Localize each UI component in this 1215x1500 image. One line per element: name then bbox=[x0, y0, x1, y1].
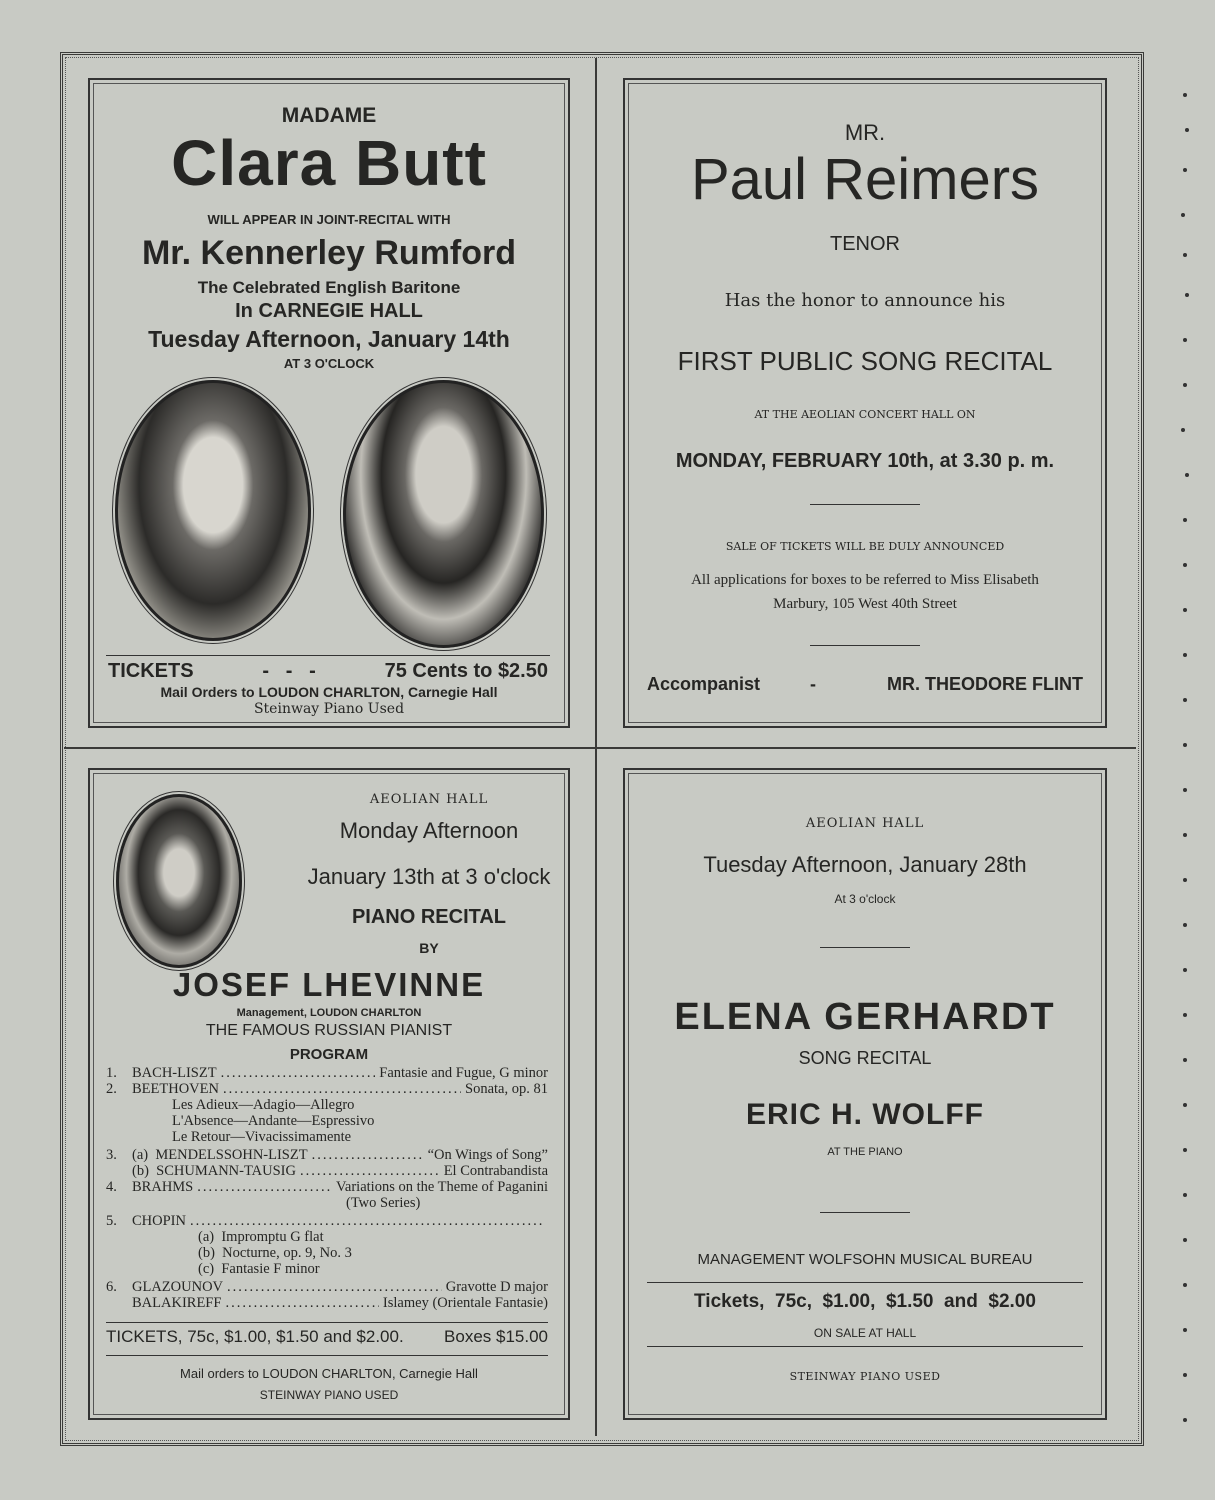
piano-note: STEINWAY PIANO USED bbox=[789, 1370, 941, 1383]
program-list bbox=[106, 1065, 548, 1311]
mail-orders: Mail Orders to LOUDON CHARLTON, Carnegie Hall bbox=[160, 684, 498, 700]
tickets-dashes: - - - bbox=[262, 660, 316, 682]
program-item: 4. BRAHMS ..... Variations on the Theme of Paganini bbox=[106, 1179, 548, 1195]
accompanist-label: Accompanist bbox=[647, 674, 761, 694]
program-item: 6. GLAZOUNOV ..... Gravotte D major bbox=[106, 1279, 548, 1295]
performer-name: Paul Reimers bbox=[690, 147, 1040, 212]
horizontal-divider bbox=[64, 747, 1136, 749]
date: January 13th at 3 o'clock bbox=[307, 864, 551, 889]
event-title: FIRST PUBLIC SONG RECITAL bbox=[677, 346, 1053, 376]
program-subitem: (c) Fantasie F minor bbox=[198, 1261, 320, 1277]
honorific: MADAME bbox=[281, 104, 377, 127]
program-subitem: L'Absence—Andante—Espressivo bbox=[172, 1113, 375, 1129]
performer-name: JOSEF LHEVINNE bbox=[172, 966, 486, 1003]
program-subitem: Les Adieux—Adagio—Allegro bbox=[172, 1097, 355, 1113]
josef-lhevinne-ad bbox=[88, 768, 570, 1420]
program-subitem: (a) Impromptu G flat bbox=[198, 1229, 324, 1245]
at-piano: AT THE PIANO bbox=[827, 1146, 903, 1158]
time: At 3 o'clock bbox=[834, 892, 896, 906]
portrait-clara-butt bbox=[115, 380, 311, 641]
by-text: BY bbox=[419, 940, 439, 956]
appear-text: WILL APPEAR IN JOINT-RECITAL WITH bbox=[207, 212, 451, 227]
honorific: MR. bbox=[844, 120, 886, 145]
tickets-price: Tickets, 75c, $1.00, $1.50 and $2.00 bbox=[694, 1291, 1036, 1312]
program-subitem: (b) Nocturne, op. 9, No. 3 bbox=[198, 1245, 352, 1261]
mail-orders: Mail orders to LOUDON CHARLTON, Carnegie Hall bbox=[180, 1366, 478, 1381]
portrait-kennerley-rumford bbox=[343, 380, 544, 648]
boxes-note-1: All applications for boxes to be referred to Miss Elisabeth bbox=[691, 572, 1039, 588]
venue: In CARNEGIE HALL bbox=[235, 300, 423, 322]
pianist-name: ERIC H. WOLFF bbox=[746, 1098, 984, 1131]
on-sale: ON SALE AT HALL bbox=[813, 1326, 917, 1340]
partner-name: Mr. Kennerley Rumford bbox=[141, 234, 517, 272]
description: THE FAMOUS RUSSIAN PIANIST bbox=[205, 1022, 453, 1039]
day: Monday Afternoon bbox=[339, 818, 519, 843]
performer-name: ELENA GERHARDT bbox=[674, 996, 1056, 1038]
program-subitem: (Two Series) bbox=[346, 1195, 421, 1211]
program-subitem: Le Retour—Vivacissimamente bbox=[172, 1129, 352, 1145]
boxes-note-2: Marbury, 105 West 40th Street bbox=[773, 596, 957, 612]
clara-butt-ad bbox=[88, 78, 570, 728]
performer-name: Clara Butt bbox=[171, 127, 487, 199]
piano-note: Steinway Piano Used bbox=[253, 701, 405, 717]
venue: AT THE AEOLIAN CONCERT HALL ON bbox=[754, 408, 976, 421]
program-item: 1. BACH-LISZT ..... Fantasie and Fugue, G minor bbox=[106, 1065, 548, 1081]
date: Tuesday Afternoon, January 28th bbox=[703, 852, 1027, 877]
elena-gerhardt-ad bbox=[623, 768, 1107, 1420]
paul-reimers-ad bbox=[623, 78, 1107, 728]
tickets-label: TICKETS bbox=[108, 660, 194, 682]
date: Tuesday Afternoon, January 14th bbox=[148, 326, 510, 352]
date: MONDAY, FEBRUARY 10th, at 3.30 p. m. bbox=[675, 450, 1055, 472]
tickets-price: TICKETS, 75c, $1.00, $1.50 and $2.00. bbox=[106, 1327, 404, 1346]
program-item: 5. CHOPIN ..... bbox=[106, 1213, 548, 1229]
accompanist-name: MR. THEODORE FLINT bbox=[887, 674, 1083, 694]
partner-desc: The Celebrated English Baritone bbox=[197, 278, 461, 297]
event-title: SONG RECITAL bbox=[798, 1048, 932, 1068]
program-item: 2. BEETHOVEN ..... Sonata, op. 81 bbox=[106, 1081, 548, 1097]
program-item: BALAKIREFF ..... Islamey (Orientale Fantasie) bbox=[106, 1295, 548, 1311]
program-item: (b) SCHUMANN-TAUSIG ..... El Contrabandista bbox=[106, 1163, 548, 1179]
voice-type: TENOR bbox=[830, 233, 900, 255]
program-item: 3. (a) MENDELSSOHN-LISZT ..... “On Wings of Song” bbox=[106, 1147, 548, 1163]
tickets-price: 75 Cents to $2.50 bbox=[384, 660, 548, 682]
piano-note: STEINWAY PIANO USED bbox=[259, 1388, 399, 1402]
binding-holes bbox=[1165, 0, 1215, 1500]
accompanist-dash: - bbox=[810, 674, 817, 694]
portrait-josef-lhevinne bbox=[116, 794, 242, 968]
venue: AEOLIAN HALL bbox=[369, 792, 489, 807]
boxes-price: Boxes $15.00 bbox=[444, 1327, 548, 1346]
announce-text: Has the honor to announce his bbox=[724, 290, 1006, 311]
venue: AEOLIAN HALL bbox=[805, 816, 925, 831]
event-title: PIANO RECITAL bbox=[351, 906, 507, 928]
management: MANAGEMENT WOLFSOHN MUSICAL BUREAU bbox=[697, 1251, 1033, 1268]
management: Management, LOUDON CHARLTON bbox=[236, 1007, 422, 1019]
program-title: PROGRAM bbox=[289, 1046, 369, 1063]
time: AT 3 O'CLOCK bbox=[283, 356, 375, 371]
ticket-sale-note: SALE OF TICKETS WILL BE DULY ANNOUNCED bbox=[725, 540, 1005, 553]
